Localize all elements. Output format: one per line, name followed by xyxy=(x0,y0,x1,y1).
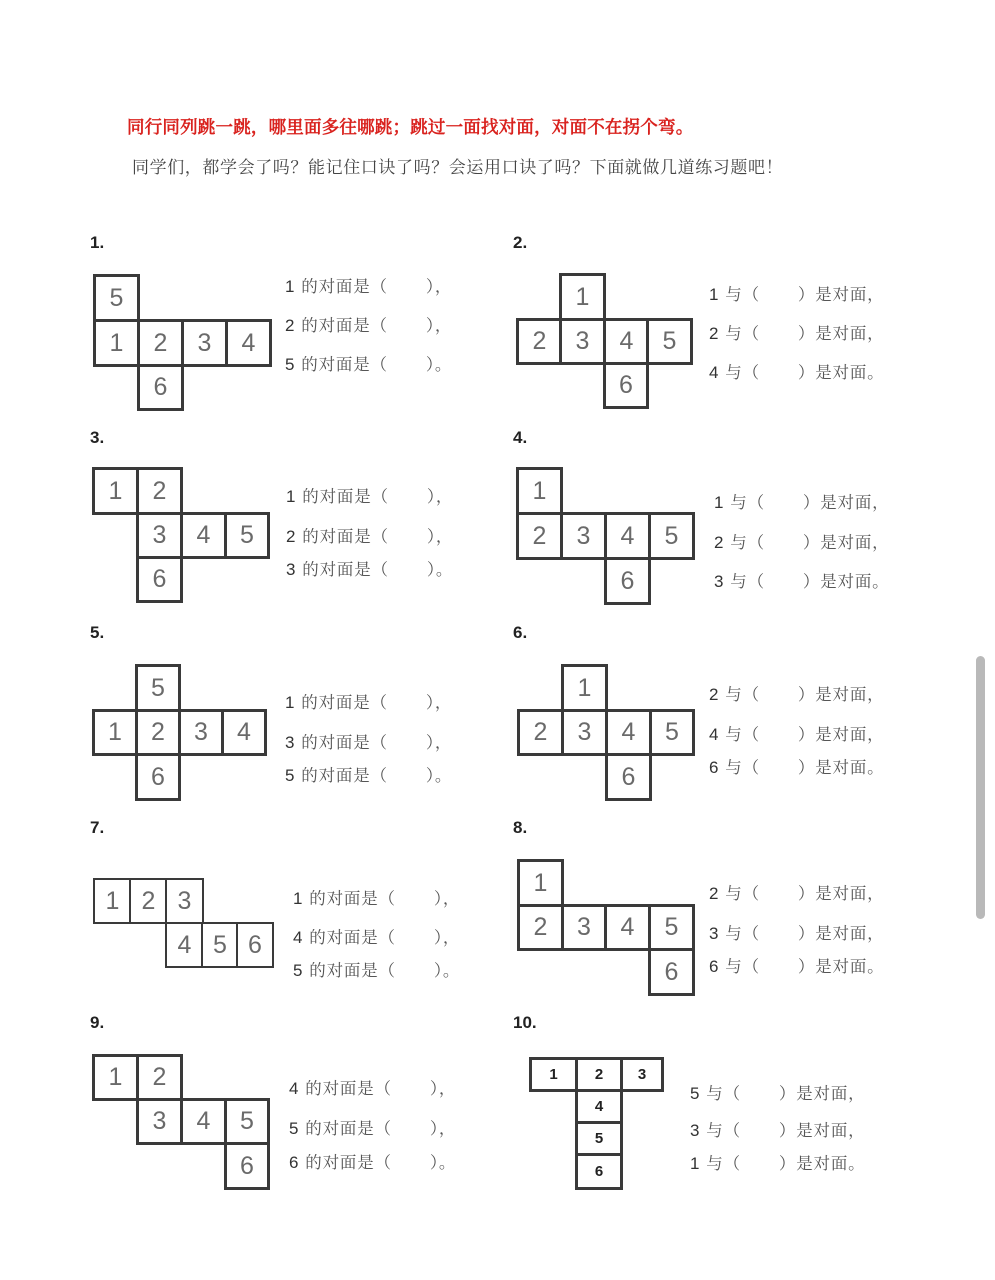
net-cell: 2 xyxy=(129,878,168,924)
net-cell: 5 xyxy=(646,318,693,365)
exercise-number: 7. xyxy=(90,818,105,837)
exercise-2 xyxy=(506,233,926,423)
net-cell: 2 xyxy=(135,709,181,756)
net-cell: 5 xyxy=(201,922,239,968)
exercise-8 xyxy=(506,818,926,1008)
question: 1 的对面是（ ）， xyxy=(285,277,453,296)
question: 2 与（ ）是对面， xyxy=(709,324,885,343)
question: 4 的对面是（ ）， xyxy=(293,928,461,947)
net-cell: 5 xyxy=(575,1121,623,1156)
net-cell: 2 xyxy=(575,1057,623,1092)
net-cell: 3 xyxy=(620,1057,664,1092)
question: 2 的对面是（ ）， xyxy=(285,316,453,335)
net-cell: 6 xyxy=(575,1153,623,1190)
exercise-7 xyxy=(83,818,503,1008)
net-cell: 5 xyxy=(224,512,270,559)
exercise-number: 9. xyxy=(90,1013,105,1032)
question: 4 与（ ）是对面， xyxy=(709,725,885,744)
net-cell: 2 xyxy=(516,512,563,560)
question: 1 与（ ）是对面， xyxy=(714,493,890,512)
net-cell: 4 xyxy=(180,512,227,559)
net-cell: 5 xyxy=(649,709,695,756)
net-cell: 3 xyxy=(165,878,204,924)
exercise-number: 3. xyxy=(90,428,105,447)
net-cell: 3 xyxy=(560,512,607,560)
mnemonic-rule: 同行同列跳一跳，哪里面多往哪跳；跳过一面找对面，对面不在拐个弯。 xyxy=(127,118,694,138)
net-cell: 6 xyxy=(224,1142,270,1190)
question: 3 与（ ）是对面。 xyxy=(714,572,890,591)
question: 2 与（ ）是对面， xyxy=(709,884,885,903)
question: 1 与（ ）是对面。 xyxy=(690,1154,866,1173)
question: 1 的对面是（ ）， xyxy=(286,487,454,506)
question: 3 的对面是（ ）。 xyxy=(286,560,454,579)
net-cell: 5 xyxy=(93,274,140,322)
net-cell: 6 xyxy=(236,922,274,968)
question: 4 与（ ）是对面。 xyxy=(709,363,885,382)
question: 5 的对面是（ ）。 xyxy=(285,355,453,374)
net-cell: 6 xyxy=(603,362,649,409)
question: 3 与（ ）是对面， xyxy=(709,924,885,943)
net-cell: 1 xyxy=(92,709,138,756)
net-cell: 2 xyxy=(136,1054,183,1101)
question: 5 的对面是（ ）， xyxy=(289,1119,457,1138)
net-cell: 4 xyxy=(221,709,267,756)
net-cell: 1 xyxy=(517,859,564,907)
net-cell: 5 xyxy=(224,1098,270,1145)
question: 3 的对面是（ ）， xyxy=(285,733,453,752)
exercise-4 xyxy=(506,428,926,618)
net-cell: 1 xyxy=(93,878,132,924)
net-cell: 1 xyxy=(516,467,563,515)
exercise-number: 6. xyxy=(513,623,528,642)
net-cell: 4 xyxy=(605,709,652,756)
question: 1 的对面是（ ）， xyxy=(285,693,453,712)
net-cell: 3 xyxy=(561,709,608,756)
net-cell: 2 xyxy=(517,904,564,951)
intro-text: 同学们，都学会了吗？能记住口诀了吗？会运用口诀了吗？下面就做几道练习题吧！ xyxy=(132,158,784,178)
question: 5 与（ ）是对面， xyxy=(690,1084,866,1103)
exercise-1 xyxy=(83,233,503,423)
exercise-10 xyxy=(506,1013,926,1203)
exercise-9 xyxy=(83,1013,503,1203)
net-cell: 1 xyxy=(529,1057,578,1092)
net-cell: 4 xyxy=(180,1098,227,1145)
question: 2 与（ ）是对面， xyxy=(714,533,890,552)
question: 1 与（ ）是对面， xyxy=(709,285,885,304)
net-cell: 6 xyxy=(136,556,183,603)
net-cell: 6 xyxy=(137,364,184,411)
net-cell: 3 xyxy=(178,709,224,756)
net-cell: 4 xyxy=(604,904,651,951)
net-cell: 4 xyxy=(225,319,272,367)
question: 6 与（ ）是对面。 xyxy=(709,957,885,976)
exercise-number: 2. xyxy=(513,233,528,252)
exercise-6 xyxy=(506,623,926,813)
net-cell: 3 xyxy=(561,904,607,951)
net-cell: 5 xyxy=(135,664,181,712)
exercise-number: 4. xyxy=(513,428,528,447)
net-cell: 3 xyxy=(136,1098,183,1145)
question: 2 与（ ）是对面， xyxy=(709,685,885,704)
net-cell: 4 xyxy=(575,1089,623,1124)
net-cell: 1 xyxy=(92,1054,139,1101)
question: 1 的对面是（ ）， xyxy=(293,889,461,908)
net-cell: 3 xyxy=(559,318,606,365)
net-cell: 2 xyxy=(136,467,183,515)
net-cell: 3 xyxy=(181,319,228,367)
net-cell: 1 xyxy=(93,319,140,367)
exercise-number: 1. xyxy=(90,233,105,252)
question: 4 的对面是（ ）， xyxy=(289,1079,457,1098)
exercise-number: 10. xyxy=(513,1013,537,1032)
exercise-3 xyxy=(83,428,503,618)
net-cell: 6 xyxy=(135,753,181,801)
net-cell: 1 xyxy=(559,273,606,321)
net-cell: 1 xyxy=(92,467,139,515)
net-cell: 6 xyxy=(605,753,652,801)
net-cell: 6 xyxy=(648,948,695,996)
question: 6 与（ ）是对面。 xyxy=(709,758,885,777)
net-cell: 4 xyxy=(603,318,650,365)
question: 5 的对面是（ ）。 xyxy=(293,961,461,980)
net-cell: 5 xyxy=(648,904,695,951)
vertical-scrollbar[interactable] xyxy=(976,656,985,919)
question: 2 的对面是（ ）， xyxy=(286,527,454,546)
exercise-5 xyxy=(83,623,503,813)
net-cell: 4 xyxy=(604,512,651,560)
net-cell: 2 xyxy=(137,319,184,367)
net-cell: 6 xyxy=(604,557,651,605)
net-cell: 2 xyxy=(516,318,563,365)
net-cell: 3 xyxy=(136,512,183,559)
net-cell: 4 xyxy=(165,922,204,968)
exercise-number: 8. xyxy=(513,818,528,837)
question: 5 的对面是（ ）。 xyxy=(285,766,453,785)
net-cell: 1 xyxy=(561,664,608,712)
exercise-number: 5. xyxy=(90,623,105,642)
net-cell: 5 xyxy=(648,512,695,560)
question: 6 的对面是（ ）。 xyxy=(289,1153,457,1172)
question: 3 与（ ）是对面， xyxy=(690,1121,866,1140)
net-cell: 2 xyxy=(517,709,564,756)
